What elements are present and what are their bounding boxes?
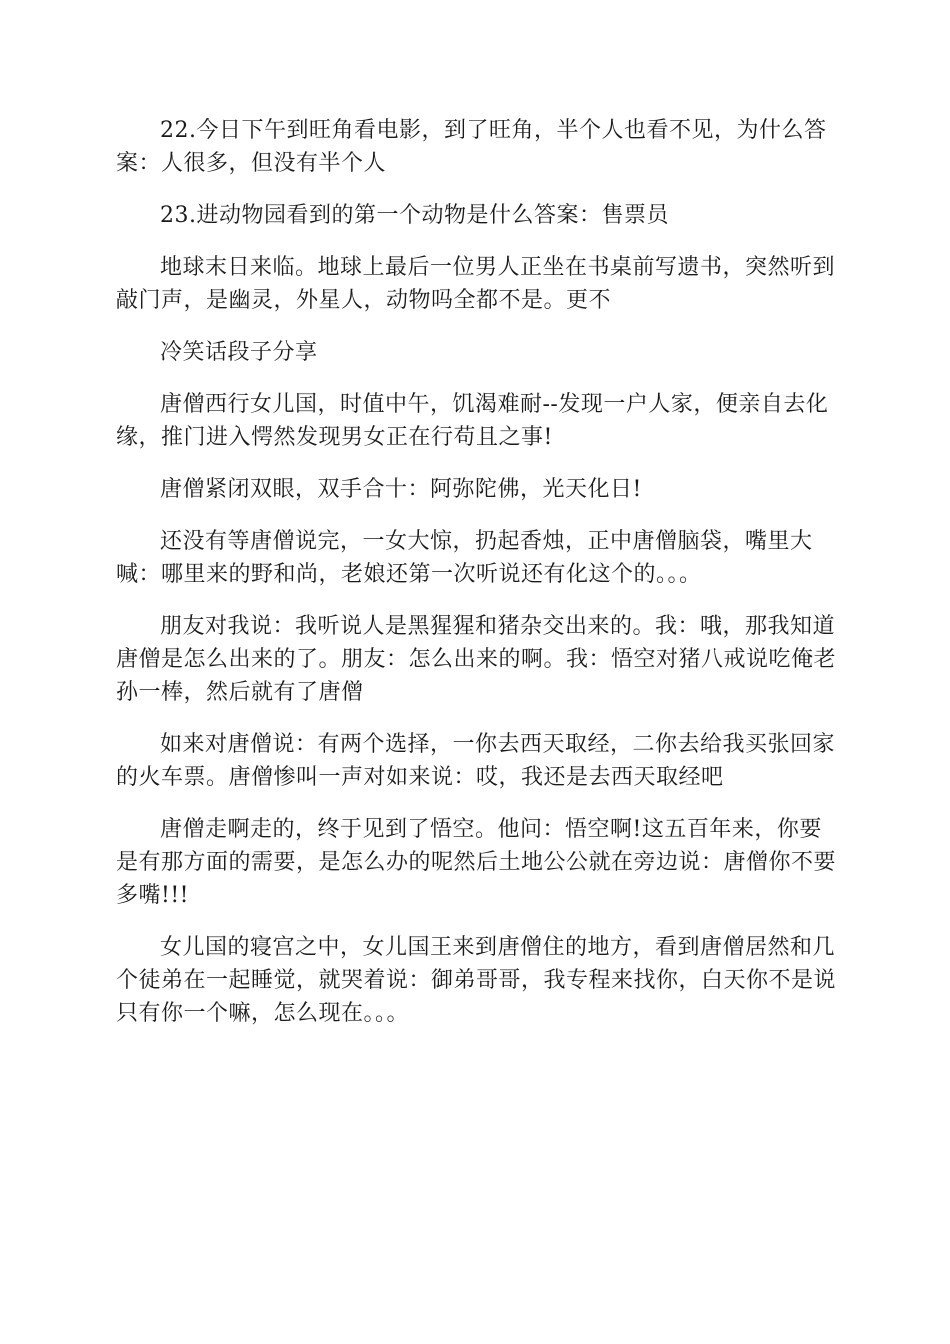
- paragraph-riddle-22: 22.今日下午到旺角看电影，到了旺角，半个人也看不见，为什么答案：人很多，但没有半个人: [116, 118, 827, 176]
- paragraph-joke-6: 唐僧走啊走的，终于见到了悟空。他问：悟空啊!这五百年来，你要是有那方面的需要，是怎么办的呢然后土地公公就在旁边说：唐僧你不要多嘴!!!: [116, 817, 837, 908]
- paragraph-joke-4: 朋友对我说：我听说人是黑猩猩和猪杂交出来的。我：哦，那我知道唐僧是怎么出来的了。朋友：怎么出来的啊。我：悟空对猪八戒说吃俺老孙一棒，然后就有了唐僧: [116, 614, 837, 705]
- paragraph-joke-1: 唐僧西行女儿国，时值中午，饥渴难耐--发现一户人家，便亲自去化缘，推门进入愕然发现男女正在行苟且之事!: [116, 392, 829, 450]
- paragraph-riddle-23: 23.进动物园看到的第一个动物是什么答案：售票员: [160, 203, 669, 228]
- paragraph-doomsday: 地球末日来临。地球上最后一位男人正坐在书桌前写遗书，突然听到敲门声，是幽灵，外星人，动物吗全都不是。更不: [116, 255, 836, 313]
- paragraph-joke-3: 还没有等唐僧说完，一女大惊，扔起香烛，正中唐僧脑袋，嘴里大喊：哪里来的野和尚，老娘还第一次听说还有化这个的。。。: [116, 529, 813, 587]
- paragraph-joke-5: 如来对唐僧说：有两个选择，一你去西天取经，二你去给我买张回家的火车票。唐僧惨叫一声对如来说：哎，我还是去西天取经吧: [116, 732, 836, 790]
- paragraph-joke-7: 女儿国的寝宫之中，女儿国王来到唐僧住的地方，看到唐僧居然和几个徒弟在一起睡觉，就哭着说：御弟哥哥，我专程来找你，白天你不是说只有你一个嘛，怎么现在。。。: [116, 935, 837, 1026]
- paragraph-joke-2: 唐僧紧闭双眼，双手合十：阿弥陀佛，光天化日!: [160, 477, 642, 502]
- paragraph-section-heading: 冷笑话段子分享: [160, 340, 318, 365]
- document-body: [116, 114, 836, 1049]
